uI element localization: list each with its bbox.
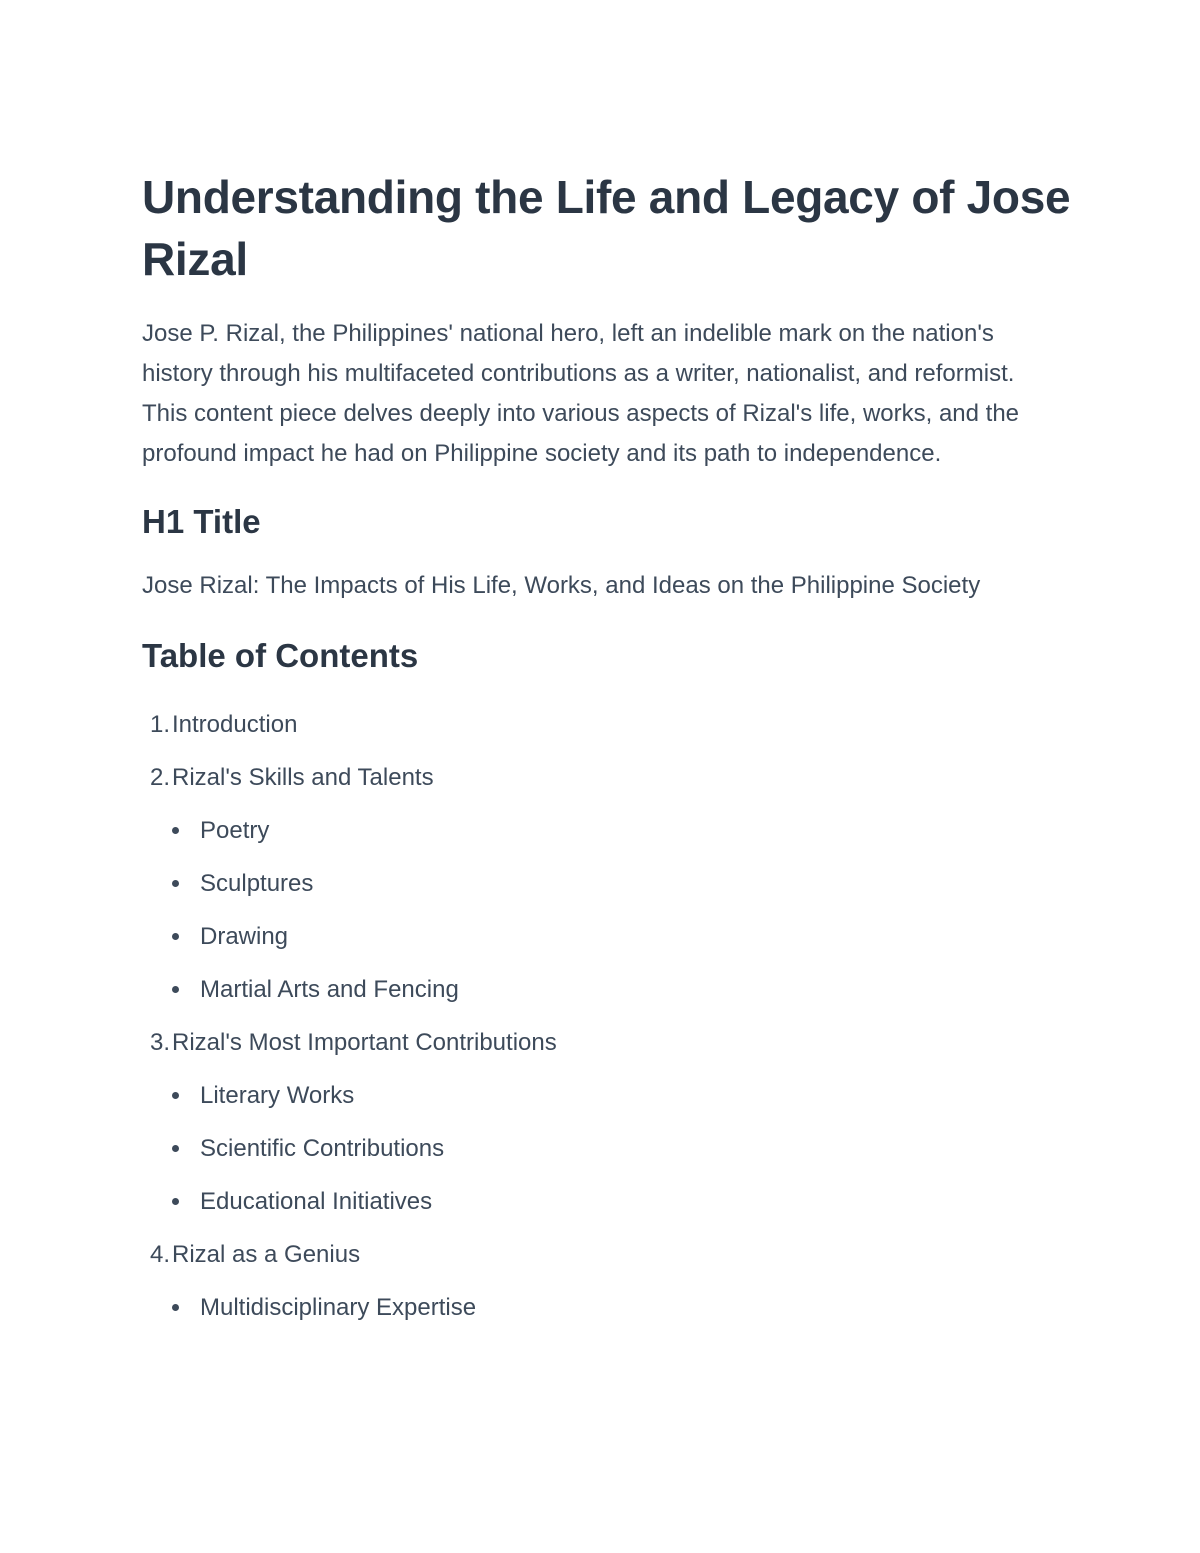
bullet-icon — [172, 1304, 179, 1311]
toc-item-label: Rizal as a Genius — [172, 1240, 361, 1268]
toc-subitem — [142, 963, 1072, 1016]
toc-item-number: 1. — [149, 710, 170, 738]
toc-heading: Table of Contents — [142, 637, 419, 674]
toc-sublist — [142, 1069, 1072, 1228]
toc-sublist — [142, 1281, 1072, 1334]
toc-item-label: Rizal's Skills and Talents — [172, 763, 434, 791]
toc-subitem — [142, 804, 1072, 857]
toc-item-number: 4. — [149, 1240, 170, 1268]
toc-subitem-label: Drawing — [200, 922, 289, 950]
bullet-icon — [172, 1198, 179, 1205]
document-title: Understanding the Life and Legacy of Jose Rizal — [142, 171, 1071, 285]
toc-subitem-label: Multidisciplinary Expertise — [200, 1293, 477, 1321]
toc-item — [142, 751, 1072, 1016]
bullet-icon — [172, 1092, 179, 1099]
bullet-icon — [172, 986, 179, 993]
toc-subitem — [142, 857, 1072, 910]
bullet-icon — [172, 827, 179, 834]
document-page — [142, 166, 1072, 1334]
toc-subitem — [142, 1281, 1072, 1334]
toc-subitem-label: Literary Works — [200, 1081, 355, 1109]
toc-item-label: Introduction — [172, 710, 298, 738]
toc-subitem — [142, 1122, 1072, 1175]
table-of-contents — [142, 698, 1072, 1334]
toc-subitem-label: Martial Arts and Fencing — [200, 975, 459, 1003]
bullet-icon — [172, 933, 179, 940]
toc-item-label: Rizal's Most Important Contributions — [172, 1028, 557, 1056]
bullet-icon — [172, 880, 179, 887]
toc-item-number: 2. — [149, 763, 170, 791]
toc-sublist — [142, 804, 1072, 1016]
toc-item-number: 3. — [149, 1028, 170, 1056]
toc-subitem-label: Educational Initiatives — [200, 1187, 433, 1215]
bullet-icon — [172, 1145, 179, 1152]
toc-subitem — [142, 910, 1072, 963]
h1-title-heading: H1 Title — [142, 503, 261, 540]
h1-title-text: Jose Rizal: The Impacts of His Life, Works, and Ideas on the Philippine Society — [142, 572, 981, 599]
toc-subitem-label: Poetry — [200, 816, 270, 844]
toc-subitem-label: Sculptures — [200, 869, 314, 897]
toc-item — [142, 698, 1072, 751]
toc-subitem — [142, 1175, 1072, 1228]
toc-subitem — [142, 1069, 1072, 1122]
toc-item — [142, 1228, 1072, 1334]
intro-paragraph: Jose P. Rizal, the Philippines' national hero, left an indelible mark on the nation's history through his multifaceted contributions as a writer, nationalist, and reformist. This content piece delves deeply into various aspects of Rizal's life, works, and the profound impact he had on Philippine society and its path to independence. — [142, 320, 1020, 467]
toc-item — [142, 1016, 1072, 1228]
toc-subitem-label: Scientific Contributions — [200, 1134, 445, 1162]
